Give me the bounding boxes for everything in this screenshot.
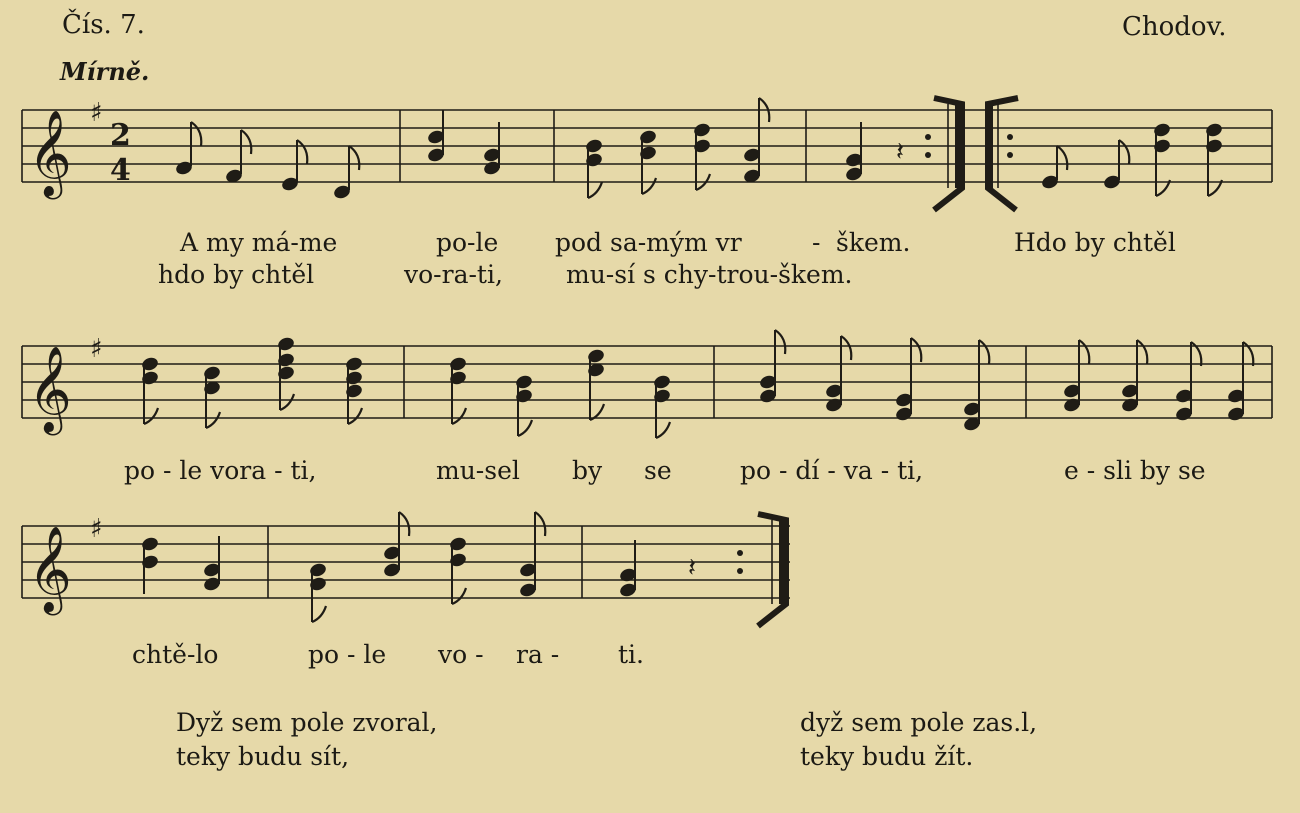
measure-2 [426,110,501,176]
final-repeat-bracket-icon [758,514,786,626]
measure-11 [308,512,545,622]
lyric-syllable: po - le vora - ti, [124,456,317,485]
lyric-syllable: ti. [618,640,644,669]
staff-system-1 [22,98,1272,210]
key-sharp-icon: ♯ [90,514,103,544]
lyric-syllable: škem. [836,228,911,257]
repeat-bracket-icon [934,98,1018,210]
lyric-syllable: po - dí - va - ti, [740,456,924,485]
time-signature-bottom: 4 [110,153,131,188]
key-sharp-icon: ♯ [90,98,103,128]
lyric-syllable: se [644,456,672,485]
lyric-syllable: hdo by chtěl [158,260,315,289]
lyric-syllable: Hdo by chtěl [1014,228,1176,257]
staff-system-3 [22,512,790,626]
stanza-left-line-2: teky budu sít, [176,742,350,771]
lyric-syllable: chtě-lo [132,640,219,669]
quarter-rest-icon: 𝄽 [896,137,904,167]
lyric-syllable: vo - [438,640,484,669]
lyric-syllable: - [812,228,821,257]
lyric-syllable: mu-sí s chy-trou-škem. [566,260,853,289]
measure-12 [618,540,743,598]
lyric-syllable: po-le [436,228,499,257]
tempo-marking: Mírně. [60,57,150,86]
treble-clef-icon: 𝄞 [28,526,72,612]
measure-9 [1062,340,1253,422]
lyric-syllable: ra - [516,640,560,669]
measure-4 [844,122,931,182]
lyric-syllable: by [572,456,603,485]
lyric-syllable: mu-sel [436,456,520,485]
measure-1 [174,122,359,200]
song-number: Čís. 7. [62,10,145,40]
time-signature-top: 2 [110,118,131,153]
key-sharp-icon: ♯ [90,334,103,364]
stanza-left-line-1: Dyž sem pole zvoral, [176,708,438,737]
staff-system-2 [22,330,1272,438]
lyric-syllable: vo-ra-ti, [404,260,503,289]
lyric-syllable: pod sa-mým vr [555,228,742,257]
treble-clef-icon: 𝄞 [28,346,72,432]
measure-3 [584,98,769,198]
lyric-syllable: A my má-me [180,228,338,257]
treble-clef-icon: 𝄞 [28,110,72,196]
quarter-rest-icon: 𝄽 [688,553,696,583]
lyric-syllable: po - le [308,640,387,669]
region-label: Chodov. [1122,12,1227,42]
stanza-right-line-1: dyž sem pole zas.l, [800,708,1038,737]
stanza-right-line-2: teky budu žít. [800,742,974,771]
lyric-syllable: e - sli by se [1064,456,1206,485]
measure-5 [1040,122,1223,196]
measure-7 [448,348,671,438]
